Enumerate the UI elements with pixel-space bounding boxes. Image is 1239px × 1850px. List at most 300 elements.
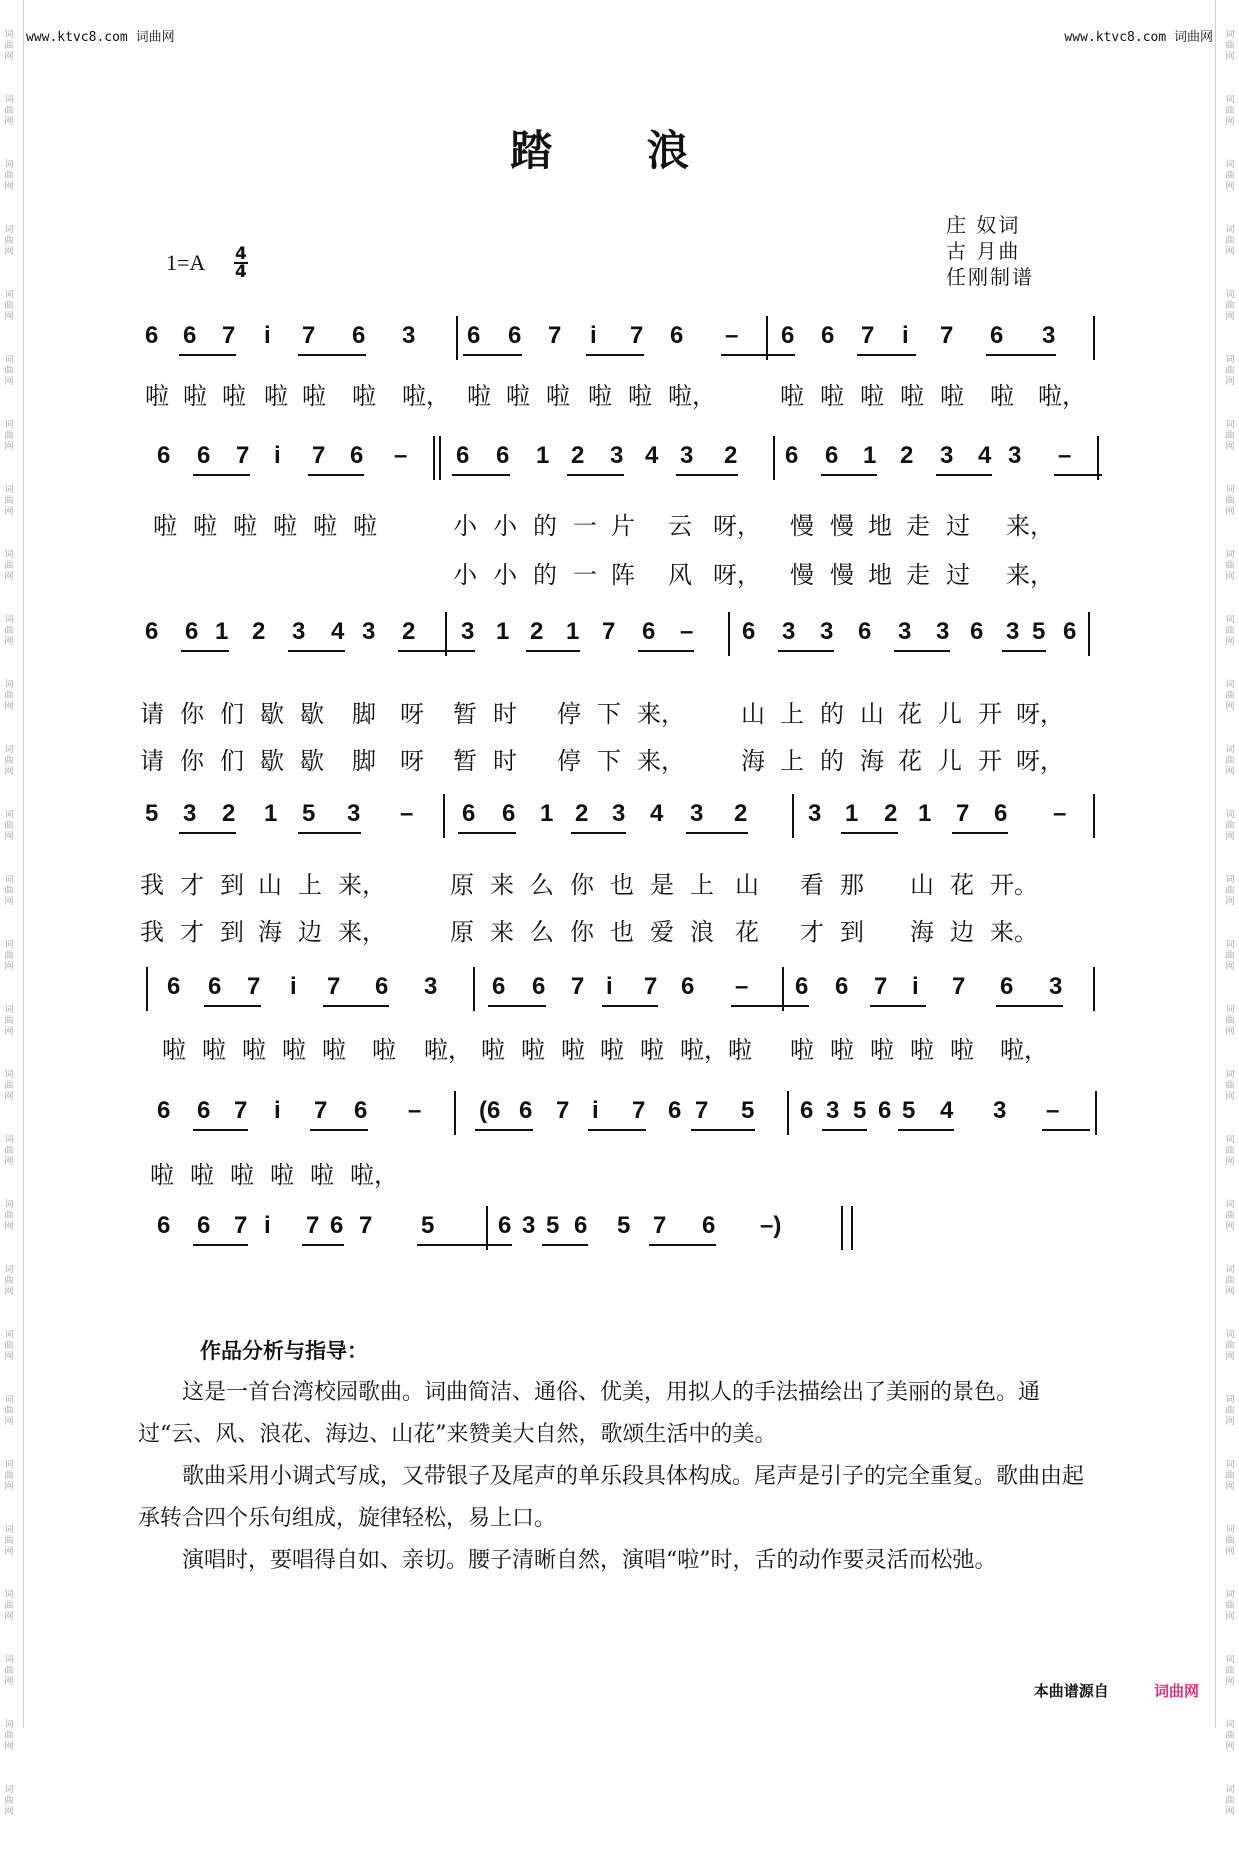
beam-underline <box>458 832 516 834</box>
watermark-char: 网 <box>1225 832 1235 842</box>
jianpu-note: 7 <box>644 973 658 1000</box>
watermark-char: 曲 <box>4 561 14 571</box>
watermark-char: 曲 <box>1225 821 1235 831</box>
jianpu-note: 6 <box>467 322 481 349</box>
jianpu-note: 7 <box>222 322 236 349</box>
watermark-char: 曲 <box>1225 496 1235 506</box>
watermark-gap <box>1223 388 1237 404</box>
lyric-syllable: 啦 <box>242 1036 266 1064</box>
watermark-char: 网 <box>4 182 14 192</box>
jianpu-note: 6 <box>681 973 695 1000</box>
lyric-syllable: 才 <box>800 918 824 946</box>
watermark-gap <box>2 1038 16 1054</box>
watermark-char: 曲 <box>4 431 14 441</box>
jianpu-note: 5 <box>546 1212 560 1239</box>
watermark-gap <box>2 1168 16 1184</box>
lyric-syllable: 下 <box>597 700 621 728</box>
watermark-gap <box>2 518 16 534</box>
score-staff <box>0 800 1239 840</box>
barline <box>841 1206 843 1250</box>
watermark-char: 曲 <box>4 1406 14 1416</box>
watermark-gap <box>2 1428 16 1444</box>
watermark-char: 词 <box>1225 290 1235 300</box>
jianpu-note: 6 <box>781 322 795 349</box>
watermark-char: 词 <box>1225 745 1235 755</box>
beam-underline <box>302 1244 344 1246</box>
watermark-char: 曲 <box>1225 756 1235 766</box>
watermark-char: 网 <box>1225 1287 1235 1297</box>
watermark-char: 曲 <box>1225 951 1235 961</box>
jianpu-note: 3 <box>936 618 950 645</box>
lyric-syllable: 你 <box>180 700 204 728</box>
lyric-syllable: 走 <box>906 512 930 540</box>
lyric-syllable: 是 <box>650 871 674 899</box>
lyric-syllable: 啦 <box>310 1161 334 1189</box>
analysis-paragraph-2: 歌曲采用小调式写成，又带银子及尾声的单乐段具体构成。尾声是引子的完全重复。歌曲由起承转合四个乐句组成，旋律轻松，易上口。 <box>138 1464 1085 1531</box>
lyric-syllable: 停 <box>557 700 581 728</box>
lyric-syllable: 啦 <box>162 1036 186 1064</box>
jianpu-note: i <box>590 322 597 349</box>
lyric-syllable: 来， <box>1006 512 1054 540</box>
watermark-gap <box>2 778 16 794</box>
lyric-syllable: 啦 <box>193 512 217 540</box>
jianpu-note: 6 <box>330 1212 344 1239</box>
jianpu-note: i <box>274 1097 281 1124</box>
watermark-char: 曲 <box>4 1796 14 1806</box>
lyric-syllable: 山 <box>258 871 282 899</box>
beam-underline <box>1054 474 1102 476</box>
site-url-right[interactable]: www.ktvc8.com 词曲网 <box>1064 30 1213 45</box>
lyric-syllable: 啦 <box>150 1161 174 1189</box>
beam-underline <box>870 1005 926 1007</box>
beam-underline <box>778 650 834 652</box>
jianpu-note: 7 <box>695 1097 709 1124</box>
jianpu-note: 1 <box>536 442 550 469</box>
barline <box>773 436 775 480</box>
watermark-gap <box>2 1493 16 1509</box>
barline <box>443 794 445 838</box>
lyric-syllable: 阵 <box>611 561 635 589</box>
jianpu-note: 6 <box>375 973 389 1000</box>
lyric-syllable: 慢 <box>830 512 854 540</box>
watermark-gap <box>2 843 16 859</box>
watermark-char: 曲 <box>1225 1276 1235 1286</box>
lyric-syllable: 到 <box>220 918 244 946</box>
jianpu-note: 6 <box>994 800 1008 827</box>
lyric-syllable: 也 <box>610 918 634 946</box>
jianpu-note: 2 <box>724 442 738 469</box>
watermark-gap <box>1223 908 1237 924</box>
lyric-syllable: 啦 <box>322 1036 346 1064</box>
watermark-char: 曲 <box>1225 106 1235 116</box>
watermark-char: 曲 <box>4 756 14 766</box>
watermark-char: 网 <box>4 117 14 127</box>
jianpu-note: 6 <box>185 618 199 645</box>
watermark-gap <box>1223 1038 1237 1054</box>
lyric-syllable: 啦 <box>353 512 377 540</box>
watermark-gap <box>1223 63 1237 79</box>
lyric-syllable: 的 <box>533 512 557 540</box>
lyric-syllable: 时 <box>493 747 517 775</box>
watermark-char: 曲 <box>4 1731 14 1741</box>
watermark-gap <box>1223 1623 1237 1639</box>
jianpu-note: 6 <box>642 618 656 645</box>
lyric-syllable: 山 <box>735 871 759 899</box>
lyric-syllable: 啦 <box>940 382 964 410</box>
beam-underline <box>193 1244 248 1246</box>
jianpu-note: 3 <box>993 1097 1007 1124</box>
watermark-char: 曲 <box>4 366 14 376</box>
watermark-gap <box>2 1623 16 1639</box>
jianpu-note: 7 <box>861 322 875 349</box>
jianpu-note: 6 <box>145 322 159 349</box>
jianpu-note: 5 <box>145 800 159 827</box>
jianpu-note: 6 <box>157 1097 171 1124</box>
key-signature: 1=A <box>166 250 206 275</box>
lyric-syllable: 慢 <box>790 561 814 589</box>
jianpu-note: 5 <box>302 800 316 827</box>
jianpu-note: i <box>290 973 297 1000</box>
lyric-syllable: 啦 <box>628 382 652 410</box>
watermark-char: 曲 <box>1225 1406 1235 1416</box>
watermark-char: 网 <box>1225 507 1235 517</box>
watermark-char: 词 <box>4 745 14 755</box>
jianpu-note: 4 <box>331 618 345 645</box>
lyric-syllable: 上 <box>690 871 714 899</box>
watermark-char: 词 <box>4 1005 14 1015</box>
jianpu-note: 3 <box>362 618 376 645</box>
jianpu-note: 7 <box>548 322 562 349</box>
beam-underline <box>1002 650 1046 652</box>
watermark-char: 曲 <box>4 1601 14 1611</box>
lyric-syllable: 啦 <box>153 512 177 540</box>
lyric-syllable: 歇 <box>260 747 284 775</box>
watermark-char: 词 <box>1225 160 1235 170</box>
beam-underline <box>567 474 624 476</box>
lyric-syllable: 儿 <box>938 700 962 728</box>
watermark-gap <box>1223 843 1237 859</box>
beam-underline <box>898 1129 954 1131</box>
jianpu-note: 2 <box>900 442 914 469</box>
watermark-char: 词 <box>1225 1135 1235 1145</box>
lyric-syllable: 风 <box>668 561 692 589</box>
watermark-char: 曲 <box>4 951 14 961</box>
watermark-char: 网 <box>4 1222 14 1232</box>
lyric-syllable: 啦 <box>190 1161 214 1189</box>
watermark-char: 曲 <box>1225 1211 1235 1221</box>
jianpu-note: 6 <box>1000 973 1014 1000</box>
barline <box>1093 794 1095 838</box>
watermark-char: 曲 <box>1225 1536 1235 1546</box>
beam-underline <box>298 832 361 834</box>
lyric-syllable: 啦，啦 <box>680 1036 752 1064</box>
watermark-char: 词 <box>4 1655 14 1665</box>
watermark-char: 词 <box>1225 355 1235 365</box>
lyric-syllable: 浪 <box>690 918 714 946</box>
watermark-char: 词 <box>4 355 14 365</box>
beam-underline <box>586 354 644 356</box>
jianpu-note: 6 <box>532 973 546 1000</box>
jianpu-note: 3 <box>424 973 438 1000</box>
jianpu-note: 7 <box>632 1097 646 1124</box>
lyric-syllable: 啦 <box>145 382 169 410</box>
time-signature <box>234 246 248 280</box>
barline <box>146 967 148 1011</box>
watermark-char: 曲 <box>1225 1341 1235 1351</box>
jianpu-note: 6 <box>157 442 171 469</box>
lyric-syllable: 小 <box>493 561 517 589</box>
jianpu-note: 1 <box>215 618 229 645</box>
watermark-char: 词 <box>1225 485 1235 495</box>
jianpu-note: i <box>902 322 909 349</box>
watermark-char: 网 <box>1225 377 1235 387</box>
jianpu-note: 7 <box>630 322 644 349</box>
time-denominator: 4 <box>235 262 247 282</box>
watermark-gap <box>1223 1363 1237 1379</box>
watermark-char: 曲 <box>4 886 14 896</box>
jianpu-note: 4 <box>940 1097 954 1124</box>
watermark-char: 曲 <box>4 301 14 311</box>
lyric-syllable: 啦 <box>372 1036 396 1064</box>
watermark-char: 词 <box>4 1070 14 1080</box>
jianpu-note: 2 <box>734 800 748 827</box>
jianpu-note: 3 <box>610 442 624 469</box>
jianpu-note: – <box>1046 1097 1060 1124</box>
jianpu-note: – <box>400 800 414 827</box>
jianpu-note: –) <box>760 1212 782 1239</box>
lyric-syllable: 啦 <box>600 1036 624 1064</box>
beam-underline <box>588 1129 646 1131</box>
lyric-syllable: 呀， <box>713 561 761 589</box>
lyric-syllable: 边 <box>298 918 322 946</box>
watermark-char: 曲 <box>1225 41 1235 51</box>
composer: 古 月曲 <box>946 239 1021 263</box>
watermark-char: 词 <box>4 1135 14 1145</box>
watermark-char: 词 <box>4 225 14 235</box>
jianpu-note: i <box>274 442 281 469</box>
jianpu-note: 7 <box>956 800 970 827</box>
score-staff <box>0 1212 1239 1252</box>
lyric-syllable: 啦 <box>313 512 337 540</box>
beam-underline <box>308 474 364 476</box>
watermark-char: 曲 <box>4 1146 14 1156</box>
lyric-syllable: 到 <box>840 918 864 946</box>
jianpu-note: 3 <box>808 800 822 827</box>
jianpu-note: 2 <box>530 618 544 645</box>
watermark-gap <box>2 193 16 209</box>
lyric-syllable: 下 <box>597 747 621 775</box>
watermark-char: 词 <box>4 1200 14 1210</box>
jianpu-note: – <box>1058 442 1072 469</box>
jianpu-note: 3 <box>820 618 834 645</box>
watermark-gap <box>2 1558 16 1574</box>
lyric-syllable: 的 <box>820 747 844 775</box>
arranger: 任刚制谱 <box>946 265 1034 289</box>
watermark-gap <box>1223 1688 1237 1704</box>
jianpu-note: 6 <box>990 322 1004 349</box>
jianpu-note: i <box>264 1212 271 1239</box>
watermark-char: 网 <box>1225 702 1235 712</box>
site-url-left[interactable]: www.ktvc8.com 词曲网 <box>26 30 175 45</box>
watermark-gap <box>1223 1493 1237 1509</box>
barline <box>1095 1091 1097 1135</box>
watermark-gap <box>1223 518 1237 534</box>
jianpu-note: 7 <box>327 973 341 1000</box>
lyric-syllable: 啦 <box>588 382 612 410</box>
jianpu-note: 3 <box>680 442 694 469</box>
watermark-char: 词 <box>4 615 14 625</box>
watermark-char: 曲 <box>1225 1146 1235 1156</box>
barline <box>433 436 435 480</box>
watermark-char: 词 <box>1225 420 1235 430</box>
jianpu-note: 6 <box>825 442 839 469</box>
lyric-syllable: 边 <box>950 918 974 946</box>
watermark-char: 网 <box>1225 1677 1235 1687</box>
lyric-syllable: 啦， <box>402 382 450 410</box>
watermark-gap <box>2 1753 16 1769</box>
lyric-syllable: 来 <box>490 871 514 899</box>
jianpu-note: 3 <box>826 1097 840 1124</box>
lyric-syllable: 啦 <box>506 382 530 410</box>
lyric-syllable: 啦 <box>950 1036 974 1064</box>
watermark-char: 词 <box>4 1460 14 1470</box>
jianpu-note: 1 <box>918 800 932 827</box>
watermark-char: 网 <box>4 1612 14 1622</box>
lyric-syllable: 我 <box>140 918 164 946</box>
jianpu-note: 1 <box>540 800 554 827</box>
jianpu-note: – <box>725 322 739 349</box>
lyric-syllable: 小 <box>453 561 477 589</box>
lyric-syllable: 啦 <box>273 512 297 540</box>
watermark-gap <box>1223 1428 1237 1444</box>
barline <box>1093 316 1095 360</box>
watermark-gap <box>2 908 16 924</box>
watermark-char: 网 <box>1225 1417 1235 1427</box>
watermark-char: 词 <box>4 1590 14 1600</box>
lyric-syllable: 看 <box>800 871 824 899</box>
jianpu-note: 6 <box>197 442 211 469</box>
jianpu-note: 6 <box>352 322 366 349</box>
watermark-char: 词 <box>4 1525 14 1535</box>
watermark-gap <box>2 63 16 79</box>
watermark-char: 词 <box>4 30 14 40</box>
jianpu-note: 3 <box>782 618 796 645</box>
jianpu-note: 6 <box>574 1212 588 1239</box>
jianpu-note: 3 <box>461 618 475 645</box>
watermark-char: 网 <box>4 1547 14 1557</box>
jianpu-note: 6 <box>183 322 197 349</box>
jianpu-note: 7 <box>556 1097 570 1124</box>
lyric-syllable: 请 <box>140 747 164 775</box>
lyric-syllable: 开。 <box>990 871 1038 899</box>
watermark-char: 网 <box>4 962 14 972</box>
watermark-char: 网 <box>4 1092 14 1102</box>
jianpu-note: 6 <box>197 1212 211 1239</box>
lyric-syllable: 上 <box>780 700 804 728</box>
watermark-char: 词 <box>1225 225 1235 235</box>
watermark-char: 网 <box>4 1157 14 1167</box>
watermark-char: 曲 <box>1225 1601 1235 1611</box>
lyric-syllable: 啦 <box>910 1036 934 1064</box>
score-staff <box>0 322 1239 362</box>
watermark-gap <box>1223 778 1237 794</box>
lyric-syllable: 啦 <box>870 1036 894 1064</box>
lyric-syllable: 啦 <box>183 382 207 410</box>
watermark-char: 曲 <box>1225 626 1235 636</box>
jianpu-note: 3 <box>402 322 416 349</box>
lyric-syllable: 们 <box>220 700 244 728</box>
watermark-char: 网 <box>4 507 14 517</box>
watermark-char: 词 <box>1225 1070 1235 1080</box>
lyric-syllable: 呀 <box>400 747 424 775</box>
lyric-syllable: 你 <box>180 747 204 775</box>
watermark-char: 曲 <box>4 106 14 116</box>
watermark-char: 网 <box>4 767 14 777</box>
analysis-paragraph-3: 演唱时，要唱得自如、亲切。腰子清晰自然，演唱“啦”时，舌的动作要灵活而松弛。 <box>182 1548 997 1573</box>
jianpu-note: 6 <box>157 1212 171 1239</box>
barline <box>728 612 730 656</box>
footer-brand-link[interactable]: 词曲网 <box>1153 1682 1199 1700</box>
beam-underline <box>857 354 916 356</box>
lyric-syllable: 来， <box>637 700 685 728</box>
jianpu-note: 1 <box>863 442 877 469</box>
analysis-paragraph-1: 这是一首台湾校园歌曲。词曲简洁、通俗、优美，用拟人的手法描绘出了美丽的景色。通过“云、风、浪花、海边、山花”来赞美大自然，歌颂生活中的美。 <box>138 1380 1041 1447</box>
watermark-char: 曲 <box>4 691 14 701</box>
beam-underline <box>193 1129 248 1131</box>
watermark-char: 曲 <box>4 1081 14 1091</box>
watermark-char: 网 <box>1225 182 1235 192</box>
jianpu-note: 3 <box>347 800 361 827</box>
watermark-gap <box>1223 1168 1237 1184</box>
watermark-char: 曲 <box>4 821 14 831</box>
jianpu-note: – <box>394 442 408 469</box>
watermark-char: 曲 <box>1225 1016 1235 1026</box>
jianpu-note: 6 <box>456 442 470 469</box>
watermark-char: 网 <box>4 1027 14 1037</box>
lyric-syllable: 呀， <box>1016 747 1064 775</box>
jianpu-note: i <box>264 322 271 349</box>
jianpu-note: 2 <box>884 800 898 827</box>
jianpu-note: 6 <box>492 973 506 1000</box>
jianpu-note: 3 <box>690 800 704 827</box>
watermark-char: 词 <box>4 290 14 300</box>
jianpu-note: 1 <box>566 618 580 645</box>
lyric-syllable: 过 <box>946 512 970 540</box>
jianpu-note: 6 <box>702 1212 716 1239</box>
lyric-syllable: 开 <box>978 747 1002 775</box>
lyric-syllable: 一 <box>573 561 597 589</box>
lyric-syllable: 上 <box>298 871 322 899</box>
jianpu-note: 6 <box>519 1097 533 1124</box>
beam-underline <box>1042 1129 1090 1131</box>
watermark-char: 曲 <box>4 496 14 506</box>
jianpu-note: 5 <box>902 1097 916 1124</box>
lyric-syllable: 啦 <box>546 382 570 410</box>
lyric-syllable: 海 <box>258 918 282 946</box>
jianpu-note: – <box>1053 800 1067 827</box>
jianpu-note: 3 <box>940 442 954 469</box>
lyric-syllable: 原 <box>450 918 474 946</box>
lyric-syllable: 啦 <box>820 382 844 410</box>
jianpu-note: 4 <box>650 800 664 827</box>
watermark-char: 词 <box>4 1720 14 1730</box>
watermark-gap <box>1223 583 1237 599</box>
beam-underline <box>721 354 795 356</box>
watermark-char: 词 <box>1225 875 1235 885</box>
jianpu-note: 3 <box>1006 618 1020 645</box>
watermark-char: 网 <box>1225 1222 1235 1232</box>
watermark-gap <box>1223 713 1237 729</box>
